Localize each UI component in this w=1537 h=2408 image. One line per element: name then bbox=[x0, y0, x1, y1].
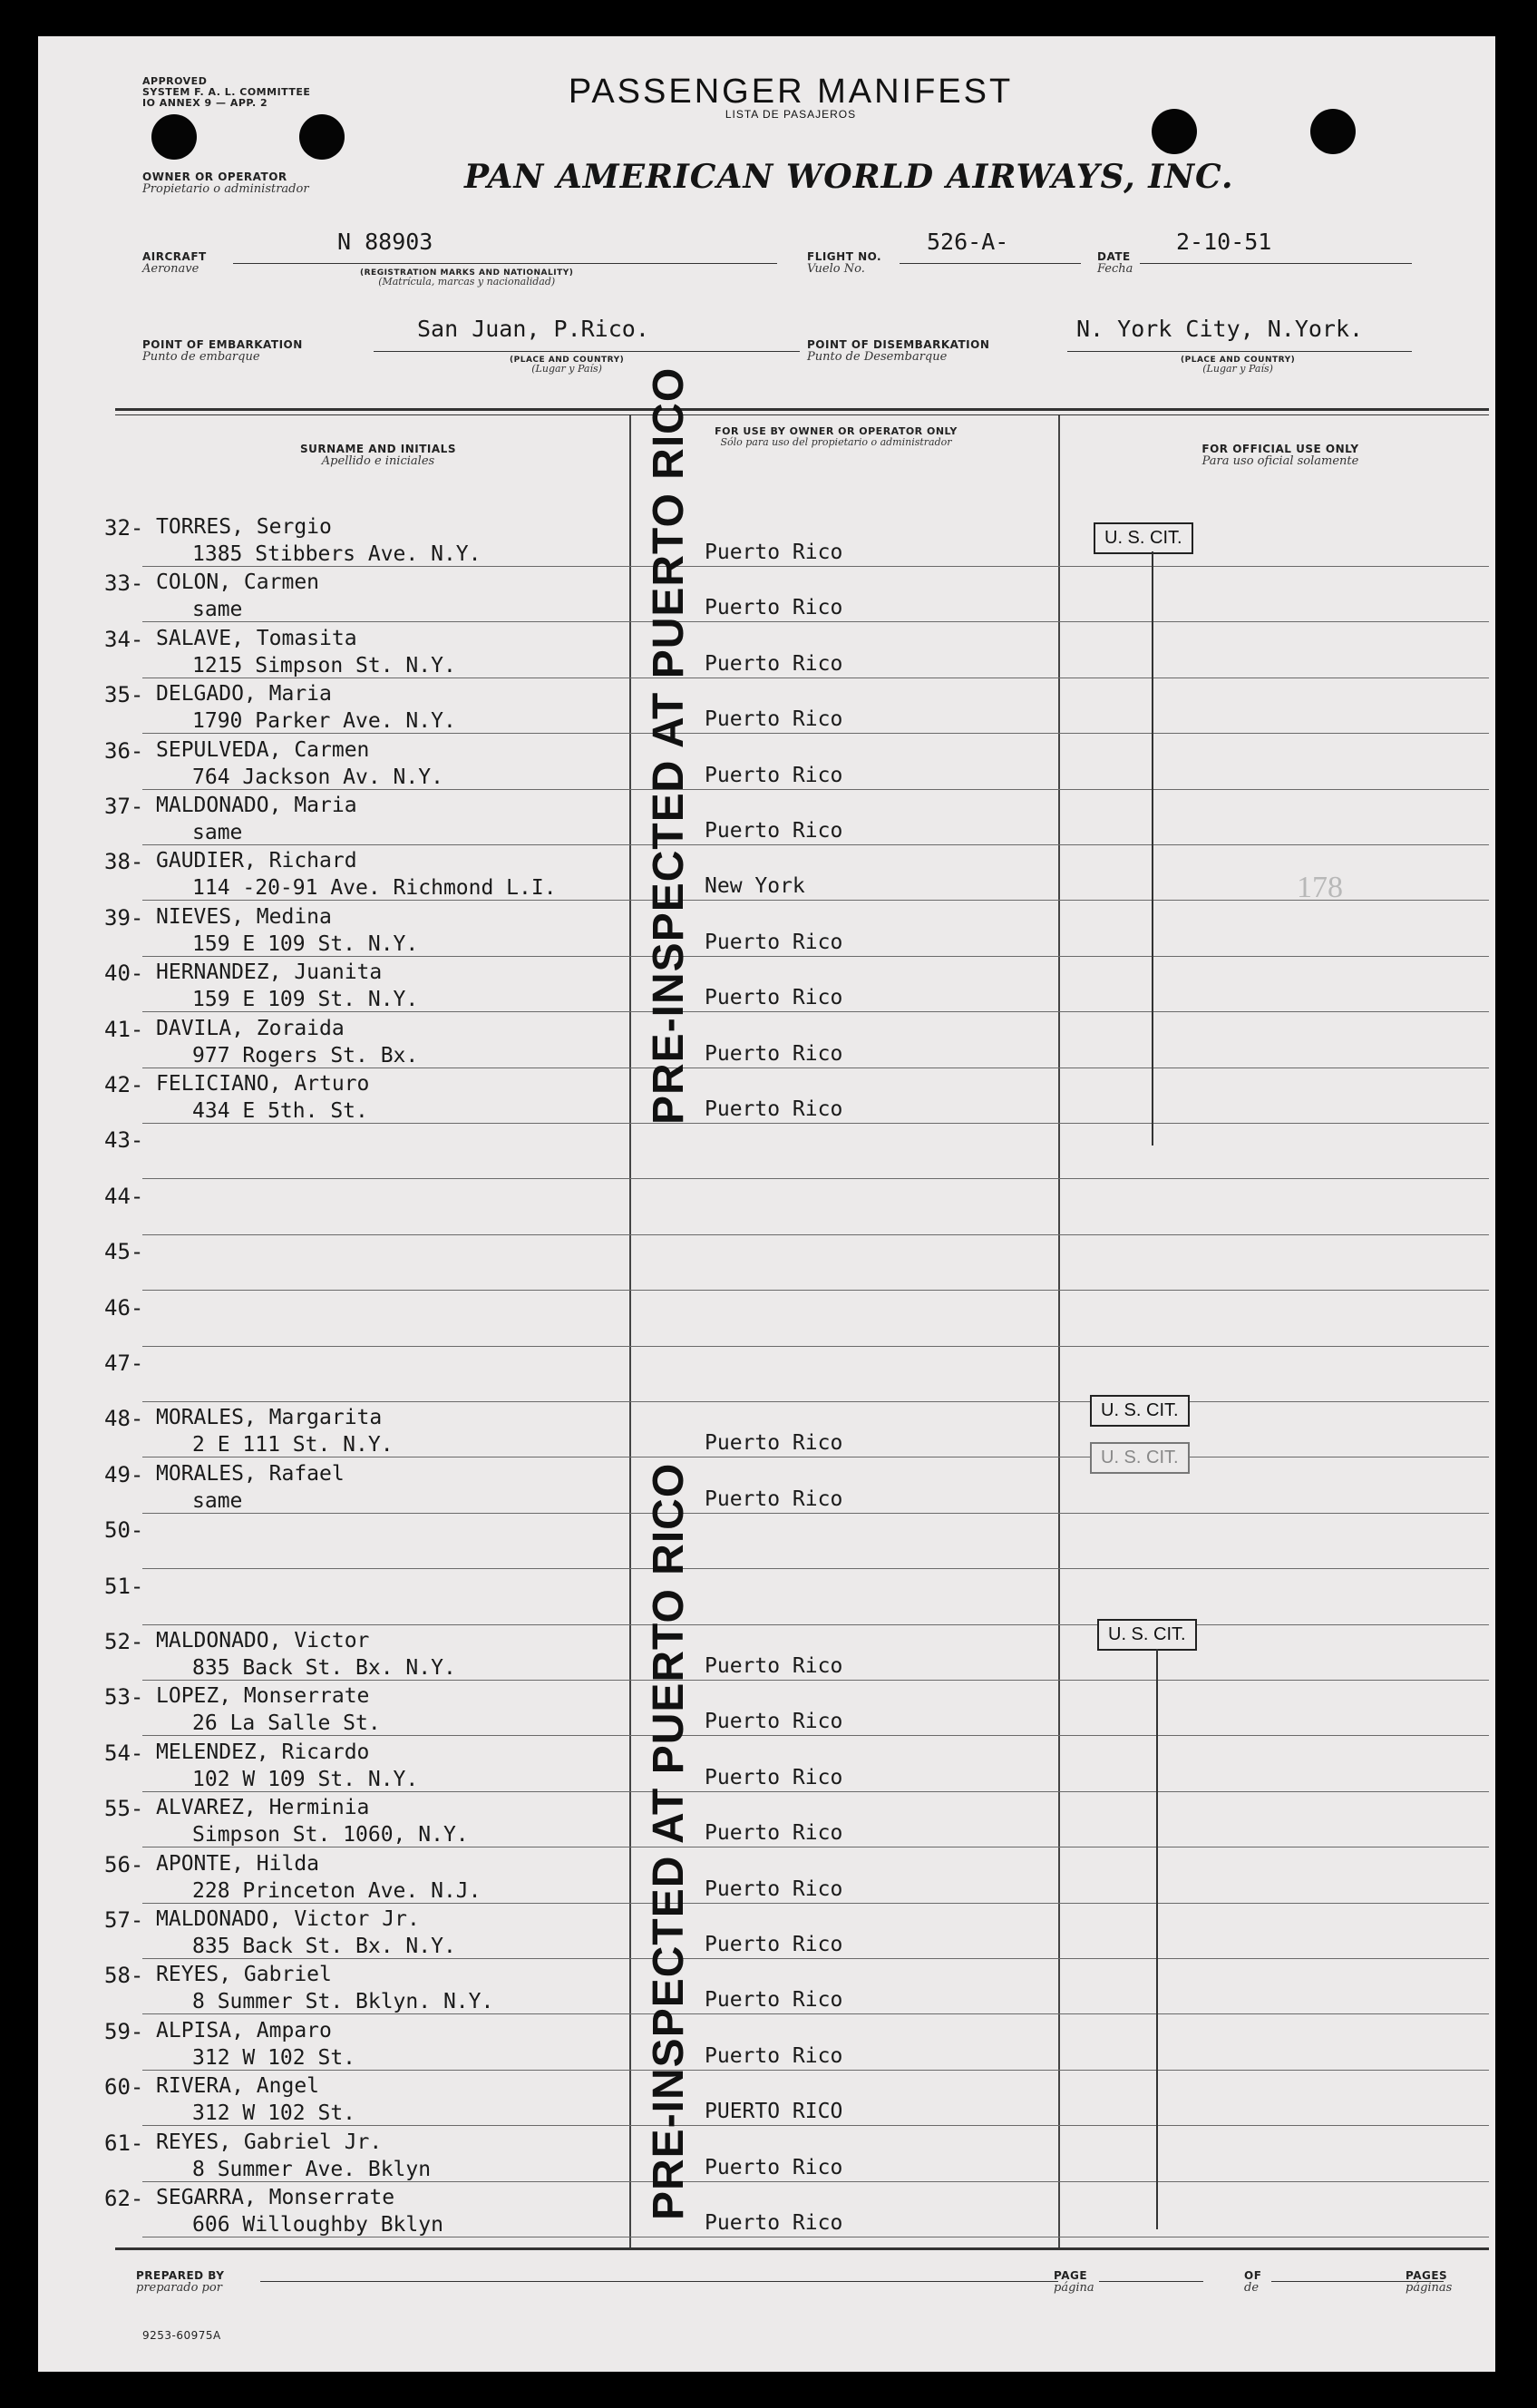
aircraft-value: N 88903 bbox=[337, 229, 433, 255]
owner-destination: New York bbox=[705, 874, 805, 899]
bracket-line bbox=[1156, 1649, 1158, 2229]
row-number: 36- bbox=[104, 737, 144, 764]
form-number: 9253-60975A bbox=[142, 2329, 221, 2342]
passenger-name: MALDONADO, Victor Jr. bbox=[156, 1907, 420, 1931]
of-label-block bbox=[1244, 2269, 1261, 2295]
passenger-name: GAUDIER, Richard bbox=[156, 849, 357, 873]
row-rule bbox=[142, 566, 1489, 567]
column-divider bbox=[629, 415, 631, 2247]
row-number: 56- bbox=[104, 1851, 144, 1877]
date-label-block bbox=[1097, 250, 1133, 276]
system-text: SYSTEM F. A. L. COMMITTEE bbox=[142, 86, 311, 98]
approval-block bbox=[142, 76, 310, 109]
passenger-name: SALAVE, Tomasita bbox=[156, 626, 357, 650]
passenger-address: 312 W 102 St. bbox=[192, 2101, 356, 2126]
prepared-by-block bbox=[136, 2269, 224, 2295]
page-label: PAGE bbox=[1054, 2269, 1088, 2282]
passenger-address: 835 Back St. Bx. N.Y. bbox=[192, 1935, 456, 1958]
owner-label-block bbox=[142, 171, 309, 196]
flight-label: FLIGHT NO. bbox=[807, 250, 882, 263]
preinspected-stamp-1: PRE-INSPECTED AT PUERTO RICO bbox=[645, 366, 693, 1125]
owner-destination: Puerto Rico bbox=[705, 651, 843, 676]
row-rule bbox=[142, 1011, 1489, 1012]
row-number: 41- bbox=[104, 1016, 144, 1042]
column-official-es: Para uso oficial solamente bbox=[1201, 454, 1359, 468]
place-note-en: (PLACE AND COUNTRY) bbox=[510, 356, 625, 365]
row-number: 43- bbox=[104, 1127, 144, 1154]
passenger-name: MALDONADO, Maria bbox=[156, 794, 357, 817]
row-number: 33- bbox=[104, 570, 144, 597]
passenger-address: 764 Jackson Av. N.Y. bbox=[192, 765, 443, 789]
owner-destination: Puerto Rico bbox=[705, 2155, 843, 2179]
owner-destination: Puerto Rico bbox=[705, 819, 843, 843]
owner-destination: Puerto Rico bbox=[705, 1041, 843, 1066]
owner-destination: Puerto Rico bbox=[705, 1988, 843, 2013]
row-number: 44- bbox=[104, 1183, 144, 1209]
approved-text: APPROVED bbox=[142, 75, 208, 87]
owner-destination: Puerto Rico bbox=[705, 1821, 843, 1846]
passenger-address: 434 E 5th. St. bbox=[192, 1099, 368, 1123]
row-rule bbox=[142, 1123, 1489, 1124]
passenger-name: RIVERA, Angel bbox=[156, 2074, 320, 2099]
row-number: 46- bbox=[104, 1294, 144, 1321]
date-label: DATE bbox=[1097, 250, 1131, 263]
passenger-name: FELICIANO, Arturo bbox=[156, 1072, 370, 1096]
row-number: 48- bbox=[104, 1406, 144, 1432]
owner-destination: Puerto Rico bbox=[705, 596, 843, 620]
owner-destination: Puerto Rico bbox=[705, 1877, 843, 1901]
row-number: 38- bbox=[104, 849, 144, 875]
passenger-name: SEPULVEDA, Carmen bbox=[156, 737, 370, 762]
date-value: 2-10-51 bbox=[1176, 229, 1272, 255]
us-cit-stamp: U. S. CIT. bbox=[1090, 1395, 1190, 1427]
passenger-address: 977 Rogers St. Bx. bbox=[192, 1043, 419, 1068]
owner-destination: Puerto Rico bbox=[705, 707, 843, 732]
passenger-address: Simpson St. 1060, N.Y. bbox=[192, 1823, 469, 1847]
disembark-label: POINT OF DISEMBARKATION bbox=[807, 338, 990, 351]
passenger-address: 1790 Parker Ave. N.Y. bbox=[192, 709, 456, 734]
passenger-address: same bbox=[192, 1488, 243, 1513]
row-rule bbox=[142, 733, 1489, 734]
passenger-name: MORALES, Margarita bbox=[156, 1406, 383, 1430]
row-number: 45- bbox=[104, 1239, 144, 1265]
row-number: 40- bbox=[104, 960, 144, 987]
column-official-en: FOR OFFICIAL USE ONLY bbox=[1201, 443, 1359, 455]
owner-destination: Puerto Rico bbox=[705, 541, 843, 564]
passenger-address: 1385 Stibbers Ave. N.Y. bbox=[192, 542, 482, 566]
owner-destination: Puerto Rico bbox=[705, 2043, 843, 2068]
passenger-address: 2 E 111 St. N.Y. bbox=[192, 1433, 394, 1457]
official-number: 178 bbox=[1297, 871, 1343, 904]
aircraft-label-es: Aeronave bbox=[142, 262, 199, 276]
place-note-right bbox=[1181, 356, 1295, 374]
row-number: 62- bbox=[104, 2186, 144, 2211]
passenger-name: MORALES, Rafael bbox=[156, 1461, 345, 1486]
passenger-name: SEGARRA, Monserrate bbox=[156, 2186, 395, 2209]
pages-label-es: páginas bbox=[1406, 2281, 1453, 2295]
flight-value: 526-A- bbox=[927, 229, 1009, 255]
passenger-address: same bbox=[192, 821, 243, 844]
registration-note-es: (Matrícula, marcas y nacionalidad) bbox=[378, 276, 556, 288]
passenger-name: DELGADO, Maria bbox=[156, 682, 332, 707]
passenger-address: 312 W 102 St. bbox=[192, 2045, 356, 2070]
embark-label: POINT OF EMBARKATION bbox=[142, 338, 303, 351]
passenger-address: 26 La Salle St. bbox=[192, 1711, 381, 1736]
passenger-name: COLON, Carmen bbox=[156, 570, 320, 595]
row-rule bbox=[142, 2070, 1489, 2071]
passenger-address: 8 Summer St. Bklyn. N.Y. bbox=[192, 1990, 494, 2014]
disembark-value: N. York City, N.York. bbox=[1076, 316, 1364, 342]
row-rule bbox=[142, 1568, 1489, 1569]
flight-label-es: Vuelo No. bbox=[807, 262, 865, 276]
row-rule bbox=[142, 1958, 1489, 1959]
row-rule bbox=[142, 1680, 1489, 1681]
annex-text: IO ANNEX 9 — APP. 2 bbox=[142, 97, 268, 109]
page-subtitle: LISTA DE PASAJEROS bbox=[725, 108, 857, 121]
row-rule bbox=[142, 1346, 1489, 1347]
row-rule bbox=[142, 1401, 1489, 1402]
us-cit-stamp: U. S. CIT. bbox=[1097, 1619, 1197, 1651]
owner-destination: Puerto Rico bbox=[705, 1654, 843, 1678]
row-rule bbox=[142, 1513, 1489, 1514]
owner-destination: Puerto Rico bbox=[705, 2211, 843, 2235]
passenger-name: ALVAREZ, Herminia bbox=[156, 1796, 370, 1820]
of-label-es: de bbox=[1244, 2281, 1260, 2295]
passenger-address: 159 E 109 St. N.Y. bbox=[192, 988, 419, 1012]
row-number: 58- bbox=[104, 1963, 144, 1989]
pages-label: PAGES bbox=[1406, 2269, 1448, 2282]
passenger-name: HERNANDEZ, Juanita bbox=[156, 960, 383, 985]
embark-label-block bbox=[142, 338, 303, 364]
row-number: 35- bbox=[104, 682, 144, 708]
passenger-name: ALPISA, Amparo bbox=[156, 2018, 332, 2042]
owner-destination: Puerto Rico bbox=[705, 986, 843, 1010]
place-note-en: (PLACE AND COUNTRY) bbox=[1181, 356, 1296, 365]
disembark-label-block bbox=[807, 338, 989, 364]
row-number: 52- bbox=[104, 1629, 144, 1654]
row-number: 47- bbox=[104, 1350, 144, 1376]
prepared-label-es: preparado por bbox=[136, 2281, 222, 2295]
column-owner-en: FOR USE BY OWNER OR OPERATOR ONLY bbox=[715, 425, 958, 437]
passenger-address: 835 Back St. Bx. N.Y. bbox=[192, 1656, 456, 1680]
row-number: 55- bbox=[104, 1796, 144, 1822]
passenger-address: 8 Summer Ave. Bklyn bbox=[192, 2157, 432, 2181]
owner-destination: Puerto Rico bbox=[705, 1765, 843, 1789]
row-number: 53- bbox=[104, 1684, 144, 1711]
row-rule bbox=[142, 956, 1489, 957]
owner-destination: Puerto Rico bbox=[705, 1710, 843, 1734]
column-header-official bbox=[1072, 443, 1489, 468]
flight-label-block bbox=[807, 250, 881, 276]
passenger-name: MALDONADO, Victor bbox=[156, 1629, 370, 1652]
row-rule bbox=[142, 1234, 1489, 1235]
column-divider bbox=[1058, 415, 1060, 2247]
place-note-es: (Lugar y País) bbox=[1202, 363, 1273, 375]
row-rule bbox=[142, 1903, 1489, 1904]
punch-hole bbox=[1310, 109, 1356, 154]
owner-label: OWNER OR OPERATOR bbox=[142, 171, 287, 183]
passenger-name: REYES, Gabriel bbox=[156, 1963, 332, 1987]
table-bottom-rule bbox=[115, 2247, 1489, 2250]
row-number: 49- bbox=[104, 1461, 144, 1487]
column-surname-es: Apellido e iniciales bbox=[321, 454, 435, 468]
row-rule bbox=[142, 789, 1489, 790]
row-number: 61- bbox=[104, 2130, 144, 2156]
page-label-es: página bbox=[1054, 2281, 1094, 2295]
owner-destination: Puerto Rico bbox=[705, 1431, 843, 1456]
column-owner-es: Sólo para uso del propietario o administrador bbox=[720, 436, 952, 448]
preinspected-stamp-2: PRE-INSPECTED AT PUERTO RICO bbox=[645, 1462, 693, 2220]
place-note-left bbox=[510, 356, 624, 374]
aircraft-label: AIRCRAFT bbox=[142, 250, 207, 263]
column-surname-en: SURNAME AND INITIALS bbox=[300, 443, 456, 455]
row-number: 51- bbox=[104, 1573, 144, 1599]
row-rule bbox=[142, 1735, 1489, 1736]
page-label-block bbox=[1054, 2269, 1094, 2295]
row-number: 60- bbox=[104, 2074, 144, 2101]
passenger-name: DAVILA, Zoraida bbox=[156, 1016, 345, 1040]
row-number: 39- bbox=[104, 904, 144, 931]
disembark-label-es: Punto de Desembarque bbox=[807, 350, 948, 364]
page-title: PASSENGER MANIFEST bbox=[568, 73, 1014, 111]
table-top-rule bbox=[115, 408, 1489, 411]
passenger-name: MELENDEZ, Ricardo bbox=[156, 1740, 370, 1764]
row-number: 57- bbox=[104, 1907, 144, 1933]
passenger-address: 102 W 109 St. N.Y. bbox=[192, 1767, 419, 1791]
passenger-address: same bbox=[192, 598, 243, 622]
passenger-name: REYES, Gabriel Jr. bbox=[156, 2130, 383, 2154]
place-note-es: (Lugar y País) bbox=[531, 363, 602, 375]
column-header-owner bbox=[700, 426, 972, 448]
row-number: 37- bbox=[104, 794, 144, 819]
passenger-name: TORRES, Sergio bbox=[156, 515, 332, 539]
bracket-line bbox=[1152, 551, 1153, 1146]
us-cit-stamp: U. S. CIT. bbox=[1094, 522, 1193, 554]
of-label: OF bbox=[1244, 2269, 1262, 2282]
embark-label-es: Punto de embarque bbox=[142, 350, 260, 364]
registration-note-en: (REGISTRATION MARKS AND NATIONALITY) bbox=[360, 268, 574, 278]
us-cit-stamp: U. S. CIT. bbox=[1090, 1442, 1190, 1474]
row-number: 54- bbox=[104, 1740, 144, 1766]
passenger-name: NIEVES, Medina bbox=[156, 904, 332, 929]
row-number: 34- bbox=[104, 626, 144, 652]
row-number: 42- bbox=[104, 1072, 144, 1097]
passenger-address: 159 E 109 St. N.Y. bbox=[192, 931, 419, 956]
owner-destination: Puerto Rico bbox=[705, 1487, 843, 1511]
row-number: 32- bbox=[104, 515, 144, 541]
passenger-address: 1215 Simpson St. N.Y. bbox=[192, 653, 456, 678]
column-header-surname bbox=[161, 443, 596, 468]
date-label-es: Fecha bbox=[1097, 262, 1133, 276]
owner-destination: Puerto Rico bbox=[705, 930, 843, 954]
passenger-address: 606 Willoughby Bklyn bbox=[192, 2213, 443, 2237]
row-rule bbox=[142, 2181, 1489, 2182]
owner-label-es: Propietario o administrador bbox=[142, 182, 309, 196]
punch-hole bbox=[151, 114, 197, 160]
passenger-name: APONTE, Hilda bbox=[156, 1851, 320, 1876]
row-rule bbox=[142, 900, 1489, 901]
owner-destination: PUERTO RICO bbox=[705, 2100, 843, 2124]
row-rule bbox=[142, 2013, 1489, 2014]
owner-destination: Puerto Rico bbox=[705, 1097, 843, 1121]
title-block bbox=[546, 73, 1036, 121]
row-rule bbox=[142, 2125, 1489, 2126]
prepared-label: PREPARED BY bbox=[136, 2269, 225, 2282]
owner-destination: Puerto Rico bbox=[705, 1933, 843, 1956]
row-number: 59- bbox=[104, 2018, 144, 2044]
passenger-name: LOPEZ, Monserrate bbox=[156, 1684, 370, 1709]
row-rule bbox=[142, 1178, 1489, 1179]
row-rule bbox=[142, 844, 1489, 845]
row-rule bbox=[142, 1290, 1489, 1291]
airline-name: PAN AMERICAN WORLD AIRWAYS, INC. bbox=[464, 158, 1234, 196]
table-top-rule-thin bbox=[115, 414, 1489, 415]
passenger-address: 114 -20-91 Ave. Richmond L.I. bbox=[192, 876, 557, 901]
passenger-address: 228 Princeton Ave. N.J. bbox=[192, 1878, 482, 1903]
aircraft-label-block bbox=[142, 250, 207, 276]
pages-label-block bbox=[1406, 2269, 1452, 2295]
row-rule bbox=[142, 1791, 1489, 1792]
row-number: 50- bbox=[104, 1517, 144, 1544]
manifest-sheet bbox=[38, 36, 1495, 2372]
punch-hole bbox=[1152, 109, 1197, 154]
registration-note bbox=[360, 268, 573, 287]
punch-hole bbox=[299, 114, 345, 160]
owner-destination: Puerto Rico bbox=[705, 763, 843, 787]
row-rule bbox=[142, 1624, 1489, 1625]
row-rule bbox=[142, 621, 1489, 622]
embark-value: San Juan, P.Rico. bbox=[417, 316, 649, 342]
